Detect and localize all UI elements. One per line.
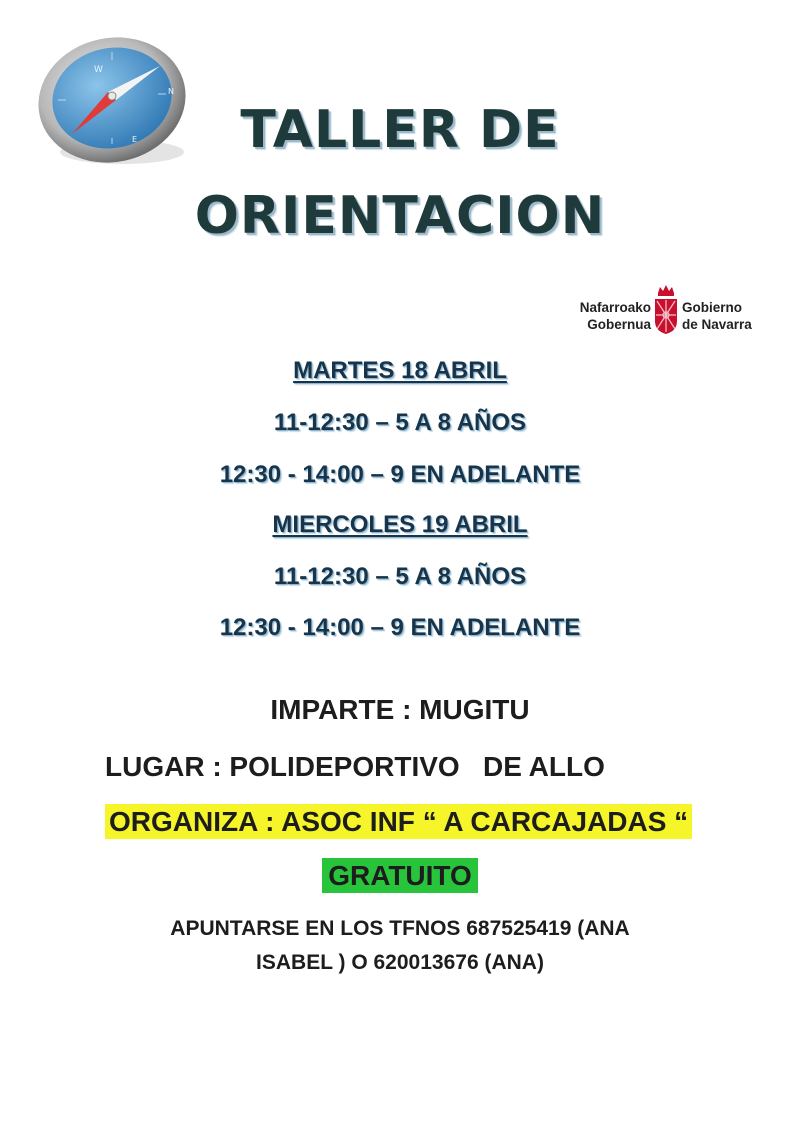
organiza-line bbox=[105, 806, 692, 838]
gobierno-navarra-logo bbox=[560, 283, 770, 337]
gratuito-badge: GRATUITO bbox=[322, 858, 478, 893]
schedule-day-1-slot-2: 12:30 - 14:00 – 9 EN ADELANTE bbox=[219, 461, 581, 488]
logo-left-line-1: Nafarroako bbox=[579, 300, 651, 315]
logo-right-line-2: de Navarra bbox=[682, 317, 752, 332]
logo-text-basque bbox=[560, 299, 651, 333]
logo-right-line-1: Gobierno bbox=[682, 300, 742, 315]
logo-left-line-2: Gobernua bbox=[587, 317, 651, 332]
schedule-day-2-slot-2: 12:30 - 14:00 – 9 EN ADELANTE bbox=[219, 614, 581, 641]
page-title-line-2: ORIENTACION bbox=[194, 186, 606, 246]
schedule-day-1-slot-1: 11-12:30 – 5 A 8 AÑOS bbox=[273, 409, 527, 436]
schedule-day-1: MARTES 18 ABRIL bbox=[293, 357, 507, 384]
contact-info bbox=[0, 912, 800, 980]
imparte-line: IMPARTE : MUGITU bbox=[270, 694, 530, 725]
logo-text-spanish bbox=[682, 299, 752, 333]
page-title-line-1: TALLER DE bbox=[240, 100, 560, 160]
schedule-day-2-slot-1: 11-12:30 – 5 A 8 AÑOS bbox=[273, 563, 527, 590]
svg-text:N: N bbox=[168, 87, 174, 96]
gratuito-line bbox=[0, 860, 800, 892]
svg-text:W: W bbox=[94, 65, 103, 75]
contact-line-2: ISABEL ) O 620013676 (ANA) bbox=[256, 951, 544, 974]
svg-text:E: E bbox=[132, 135, 138, 144]
organiza-highlight: ORGANIZA : ASOC INF “ A CARCAJADAS “ bbox=[105, 804, 692, 839]
contact-line-1: APUNTARSE EN LOS TFNOS 687525419 (ANA bbox=[170, 917, 630, 940]
navarra-coat-of-arms-icon bbox=[653, 283, 679, 335]
lugar-line: LUGAR : POLIDEPORTIVO DE ALLO bbox=[105, 751, 605, 782]
schedule-day-2: MIERCOLES 19 ABRIL bbox=[272, 511, 528, 538]
